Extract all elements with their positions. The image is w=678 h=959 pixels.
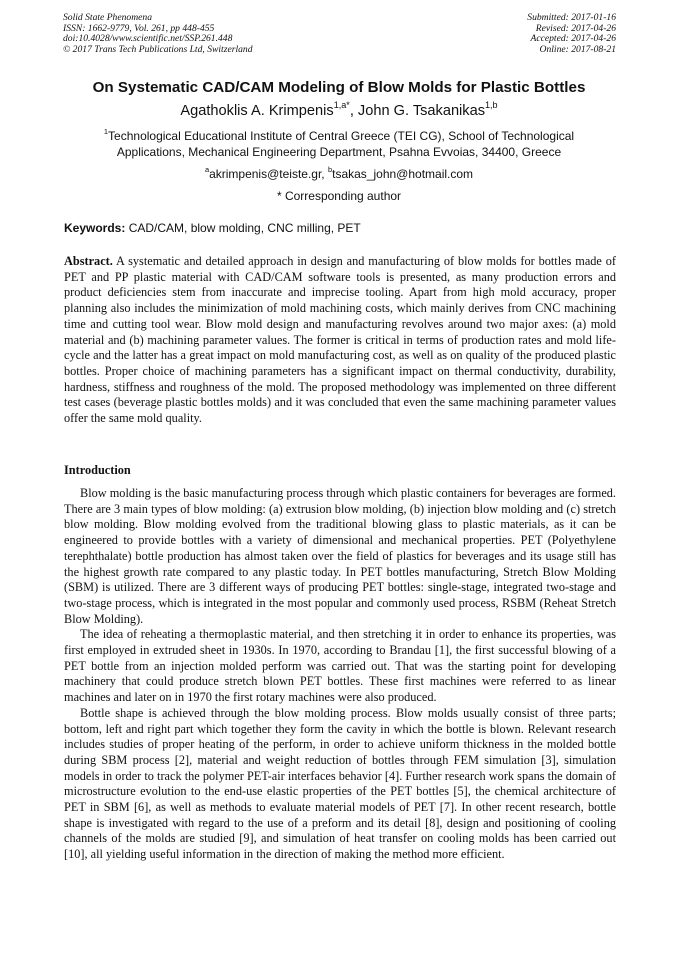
author-1-marker: 1,a* (333, 100, 350, 111)
affiliation-marker: 1 (103, 127, 109, 137)
email-b-marker: b (327, 165, 333, 175)
paper-title: On Systematic CAD/CAM Modeling of Blow Molds for Plastic Bottles (92, 79, 586, 96)
intro-paragraph: Bottle shape is achieved through the blow molding process. Blow molds usually consist of three parts; bottom, left and right part which together they form the cavity in which the bottle is blown. Relevant research includes studies of proper heating of the perform, in order to achieve uniform thickness in the molded bottle during SBM process [2], material and weight reduction of bottles through FEM simulation [3], simulation models in order to track the polymer PET-air interfaces behavior [4]. Further research work spans the domain of microstructure evolution to the end-use elastic properties of the PET bottles [5], the chemical architecture of PET in SBM [6], as well as methods to evaluate material models of PET [7]. In other recent research, bottle shape is investigated with regard to the use of a preform and its detail [8], design and positioning of cooling channels of the molds are studied [9], and simulation of heat transfer on cooling molds has been carried out [10], all yielding useful information in the direction of making the method more efficient. (64, 705, 616, 862)
doi-line: doi:10.4028/www.scientific.net/SSP.261.448 (63, 33, 233, 45)
submitted-date: Submitted: 2017-01-16 (527, 12, 616, 23)
keywords-text: CAD/CAM, blow molding, CNC milling, PET (125, 221, 361, 235)
copyright-line: © 2017 Trans Tech Publications Ltd, Switzerland (63, 43, 253, 55)
affiliation (80, 129, 598, 160)
email-b[interactable]: tsakas_john@hotmail.com (332, 167, 474, 181)
online-date: Online: 2017-08-21 (539, 43, 616, 55)
author-2: John G. Tsakanikas (357, 103, 486, 119)
issn-line: ISSN: 1662-9779, Vol. 261, pp 448-455 (63, 22, 215, 34)
introduction-body (64, 486, 616, 863)
abstract-text: A systematic and detailed approach in design and manufacturing of blow molds for bottles made of PET and PP plastic material with CAD/CAM software tools is presented, as many production errors and product deficiencies stem from inaccurate and imprecise tooling. Apart from high mold accuracy, proper planning also includes the minimization of mold machining costs, which mainly derives from CNC machining time and cutting tool wear. Blow mold design and manufacturing revolves around two major axes: (a) mold material and (b) machining parameter values. The former is critical in terms of production rates and mold life-cycle and the latter has a great impact on mold manufacturing cost, as well as on quality of the produced plastic bottles. Proper choice of machining parameters has a significant impact on thermal conductivity, durability, hardness, stiffness and roughness of the mold. The proposed methodology was implemented on three different test cases (beverage plastic bottles molds) and it was concluded that even the same machining parameter values offer the same mold quality. (64, 254, 616, 426)
revised-date: Revised: 2017-04-26 (535, 22, 616, 34)
journal-name: Solid State Phenomena (63, 12, 152, 23)
author-2-marker: 1,b (485, 100, 498, 111)
introduction-heading: Introduction (64, 463, 131, 477)
author-separator: , (349, 103, 358, 119)
affiliation-text: Technological Educational Institute of Central Greece (TEI CG), School of Technological Applications, Mechanical Engineering Department, Psahna Evvoias, 34400, Greece (108, 129, 575, 159)
author-list (0, 102, 678, 120)
abstract (64, 254, 616, 427)
keywords-label: Keywords: (64, 221, 126, 235)
publication-dates (527, 13, 616, 55)
keywords (64, 221, 616, 236)
intro-paragraph: The idea of reheating a thermoplastic material, and then stretching it in order to enhance its properties, was first employed in extruded sheet in 1930s. In 1970, according to Brandau [1], the first successful blowing of a PET bottle from an injection molded perform was carried out. That was the starting point for developing machinery that could produce stretch blown PET bottles. These first machines were referred to as linear machines and later on in 1970 the first rotary machines were also produced. (64, 627, 616, 705)
email-a-marker: a (204, 165, 210, 175)
abstract-label: Abstract. (64, 254, 113, 268)
accepted-date: Accepted: 2017-04-26 (530, 33, 616, 45)
intro-paragraph: Blow molding is the basic manufacturing process through which plastic containers for beverages are formed. There are 3 main types of blow molding: (a) extrusion blow molding, (b) injection blow molding and (c) stretch blow molding. Blow molding evolved from the traditional blowing glass to plastic materials, as it can be engineered to provide bottles with a variety of dimensional and mechanical properties. PET (Polyethylene terephthalate) bottle production has almost taken over the field of plastics for beverages and its usage still has the highest growth rate compared to any plastic today. In PET bottles manufacturing, Stretch Blow Molding (SBM) is utilized. There are 3 different ways of producing PET bottles: single-stage, integrated two-stage and two-stage process, which is integrated in the most popular and commonly used process, RSBM (Reheat Stretch Blow Molding). (64, 486, 616, 626)
author-1: Agathoklis A. Krimpenis (180, 103, 334, 119)
author-emails (0, 167, 678, 182)
email-a[interactable]: akrimpenis@teiste.gr, (209, 167, 328, 181)
corresponding-author-note: * Corresponding author (276, 189, 402, 203)
journal-info (63, 13, 253, 55)
